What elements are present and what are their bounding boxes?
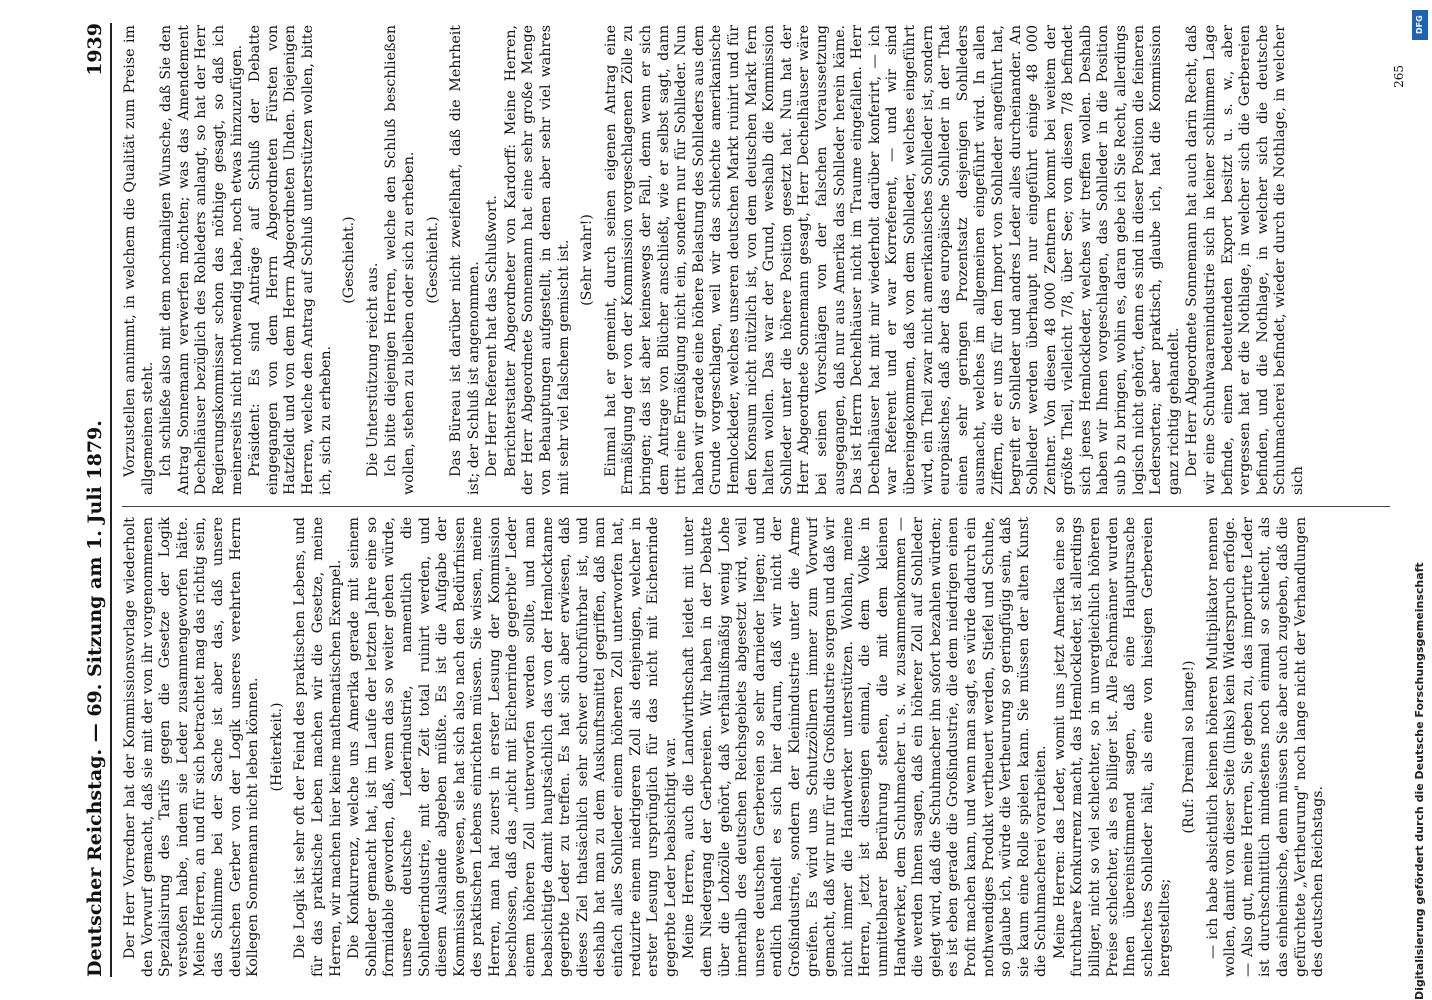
page-header [80, 23, 112, 977]
paragraph: Der Herr Vorredner hat der Kommissionsvorlage wiederholt den Vorwurf gemacht, daß sie mit der von ihr vorgenommenen Spezialisirung des Tarifs gegen die Gesetze der Logik verstoßen habe, indem sie Leder zusammengeworfen hätte. Meine Herren, an und für sich betrachtet mag das richtig sein, das Schlimme bei der Sache ist aber das, daß unsere deutschen Gerber von der Logik unseres verehrten Herrn Kollegen Sonnemann nicht leben können. [122, 517, 262, 977]
footer-mark: 265 [1392, 65, 1406, 88]
paragraph: Die Logik ist sehr oft der Feind des praktischen Lebens, und für das praktische Leben machen wir die Gesetze, meine Herren, wir machen hier keine mathematischen Exempel. [292, 517, 344, 977]
paragraph: Meine Herren, auch die Landwirthschaft leidet mit unter dem Niedergang der Gerbereien. Wir haben in der Debatte über die Lohzölle gehört, daß verhältnißmäßig wenig Lohe innerhalb des deutschen Reichsgebiets abgesetzt wird, weil unsere deutschen Gerbereien so sehr darnieder liegen; und endlich handelt es sich hier darum, daß wir nicht der Großindustrie, sondern der Kleinindustrie unter die Arme greifen. Es wird uns Schutzzöllnern immer zum Vorwurf gemacht, daß wir nur für die Großindustrie sorgen und daß wir nicht immer die Handwerker unterstützen. Wohlan, meine Herren, jetzt ist diesenigen einmal, die dem Volke in unmittelbarer Berührung stehen, die mit dem kleinen Handwerker, dem Schuhmacher u. s. w. zusammenkommen — die werden Ihnen sagen, daß ein höherer Zoll auf Sohlleder gelegt wird, daß die Schuhmacher ihn sofort bezahlen würden; es ist eben gerade die Großindustrie, die dem niedrigen einen Profit machen kann, und wenn man sagt, es würde dadurch ein nothwendiges Produkt vertheuert werden, Stiefel und Schuhe, so glaube ich, würde die Vertheurung so geringfügig sein, daß sie kaum eine Rolle spielen kann. Sie müssen der alten Kunst die Schuhmacherei vorarbeiten. [681, 517, 1050, 977]
paragraph: Einmal hat er gemeint, durch seinen eigenen Antrag eine Ermäßigung der von der Kommission vorgeschlagenen Zölle zu bringen; das ist aber keineswegs der Fall, denn wenn er sich dem Antrage von Blücher anschließt, wie er selbst sagt, dann tritt eine Ermäßigung nicht ein, sondern nur für Sohlleder. Nun haben wir gerade eine höhere Belastung des Sohlleders aus dem Grunde vorgeschlagen, weil wir das schlechte amerikanische Hemlockleder, welches unseren deutschen Markt ruinirt und für den Konsum nicht nützlich ist, von dem deutschen Markt fern halten wollen. Das war der Grund, weshalb die Kommission Sohlleder unter die höhere Position gesetzt hat. Nun hat der Herr Abgeordnete Sonnemann gesagt, Herr Dechelhäuser wäre bei seinen Vorschlägen von der falschen Voraussetzung ausgegangen, daß nur aus Amerika das Sohlleder herein käme. Das ist Herrn Dechelhäuser nicht im Traume eingefallen. Herr Dechelhäuser hat mit mir wiederholt darüber konferirt, — ich war Referent und er war Korreferent, — und wir sind übereingekommen, daß von dem Sohlleder, welches eingeführt wird, ein Theil zwar nicht amerikanisches Sohlleder ist, sondern europäisches, daß aber das europäische Sohlleder in der That einen sehr geringen Prozentsatz desjenigen Sohlleders ausmacht, welches im allgemeinen eingeführt wird. In allen Ziffern, die er uns für den Import von Sohlleder angeführt hat, begreift er Sohlleder und andres Leder alles durcheinander. An Sohlleder werden überhaupt nur eingeführt einige 48 000 Zentner. Von diesen 48 000 Zentnern kommt bei weitem der größte Theil, vielleicht 7/8, über See; von diesen 7/8 befindet sich jenes Hemlockleder, welches wir treffen wollen. Deshalb haben wir Ihnen vorgeschlagen, das Sohlleder in die Position sub b zu bringen, wohin es, daran gebe ich Sie Recht, allerdings logisch nicht gehört, denn es sind in dieser Position die feineren Ledersorten; aber praktisch, glaube ich, hat die Kommission ganz richtig gehandelt. [602, 25, 1182, 495]
paragraph: Das Büreau ist darüber nicht zweifelhaft, daß die Mehrheit ist; der Schluß ist angenommen. [448, 25, 482, 495]
interjection: (Heiterkeit.) [268, 702, 285, 792]
scanned-page [50, 5, 1410, 995]
right-column [122, 25, 1390, 495]
paragraph: Vorzustellen annimmt, in welchem die Qualität zum Preise im allgemeinen steht. [122, 25, 156, 495]
attribution-text: Digitalisierung gefördert durch die Deutsche Forschungsgemeinschaft [1413, 562, 1426, 1000]
paragraph: — ich habe absichtlich keinen höheren Multiplikator nennen wollen, damit von dieser Seite (links) kein Widerspruch erfolge. — Also gut, meine Herren, Sie geben zu, das importirte Leder ist durchschnittlich mindestens noch einmal so schlecht, als das einheimische, denn müssen Sie aber auch zugeben, daß die gefürchtete „Vertheurung" noch lange nicht der Verhandlungen des deutschen Reichstags. [1204, 517, 1327, 977]
interjection: (Ruf: Dreimal so lange!) [1181, 660, 1198, 834]
column-divider [122, 506, 1390, 507]
paragraph: Die Konkurrenz, welche uns Amerika gerade mit seinem Sohlleder gemacht hat, ist im Laufe der letzten Jahre eine so formidable geworden, daß, wenn das so weiter gehen würde, unsere deutsche Lederindustrie, namentlich die Sohllederindustrie, mit der Zeit total ruinirt werden, und diesem Auslande abgeben müßte. Es ist die Aufgabe der Kommission gewesen, sie hat sich also nach den Bedürfnissen des praktischen Lebens einrichten müssen. Sie wissen, meine Herren, man hat zuerst in erster Lesung der Kommission beschlossen, daß das „nicht mit Eichenrinde gegerbte" Leder einem höheren Zoll unterworfen werden sollte, und man beabsichtigte damit hauptsächlich das von der Hemlocktanne gegerbte Leder zu treffen. Es hat sich aber erwiesen, daß dieses Ziel thatsächlich sehr schwer durchführbar ist, und deshalb hat man zu dem Auskunftsmittel gegriffen, daß man einfach alles Sohlleder einem höheren Zoll unterworfen hat, reduzirte einem niedrigeren Zoll als denjenigen, welcher in erster Lesung ursprünglich für das nicht mit Eichenrinde gegerbte Leder beabsichtigt war. [346, 517, 679, 977]
paragraph: Präsident: Es sind Anträge auf Schluß der Debatte eingegangen von dem Herrn Abgeordneten Fürsten von Hatzfeldt und von dem Herrn Abgeordneten Uhden. Diejenigen Herren, welche den Antrag auf Schluß unterstützen wollen, bitte ich, sich zu erheben. [247, 25, 334, 495]
page-number: 1939 [84, 23, 106, 76]
paragraph: Ich schließe also mit dem nochmaligen Wunsche, daß Sie den Antrag Sonnemann verwerfen möchten; was das Amendement Dechelhäuser bezüglich des Rohleders anlangt, so hat der Herr Regierungskommissar schon das nöthige gesagt, so daß ich meinerseits nicht nothwendig habe, noch etwas hinzuzufügen. [158, 25, 245, 495]
dfg-logo: DFG [1412, 10, 1428, 40]
paragraph: Ich bitte diejenigen Herren, welche den Schluß beschließen wollen, stehen zu bleiben oder sich zu erheben. [383, 25, 417, 495]
interjection: (Sehr wahr!) [579, 214, 596, 306]
interjection: (Geschieht.) [341, 216, 358, 304]
paragraph: Die Unterstützung reicht aus. [364, 262, 381, 477]
paragraph: Der Herr Abgeordnete Sonnemann hat auch darin Recht, daß wir eine Schuhwaarenindustrie sich in keiner schlimmen Lage befinde, einen bedeutenden Export besitzt u. s. w., aber vergessen hat er die Nothlage, in welcher sich die Gerbereien befinden, und die Nothlage, in welcher sich die deutsche Schuhmacherei befindet, wieder durch die Nothlage, in welcher sich [1184, 25, 1306, 495]
paragraph: Der Herr Referent hat das Schlußwort. [484, 195, 501, 477]
paragraph: Berichterstatter Abgeordneter von Kardorff: Meine Herren, der Herr Abgeordnete Sonnemann hat eine sehr große Menge von Behauptungen aufgestellt, in denen aber sehr viel wahres mit sehr viel falschem gemischt ist. [502, 25, 572, 495]
attribution-sidebar [1410, 10, 1430, 1000]
header-title: Deutscher Reichstag. — 69. Sitzung am 1. Juli 1879. [84, 420, 106, 977]
left-column [122, 517, 1390, 977]
paragraph: Meine Herren: das Leder, womit uns jetzt Amerika eine so furchtbare Konkurrenz macht, das Hemlockleder, ist allerdings billiger, nicht so viel schlechter, so in unvergleichlich höheren Preise schlechter, als es billiger ist. Alle Fachmänner wurden Ihnen übereinstimmend sagen, daß eine Hauptursache schlechtes Sohlleder hält, als eine von hiesigen Gerbereien hergestelltes; [1051, 517, 1174, 977]
interjection: (Geschieht.) [424, 216, 441, 304]
